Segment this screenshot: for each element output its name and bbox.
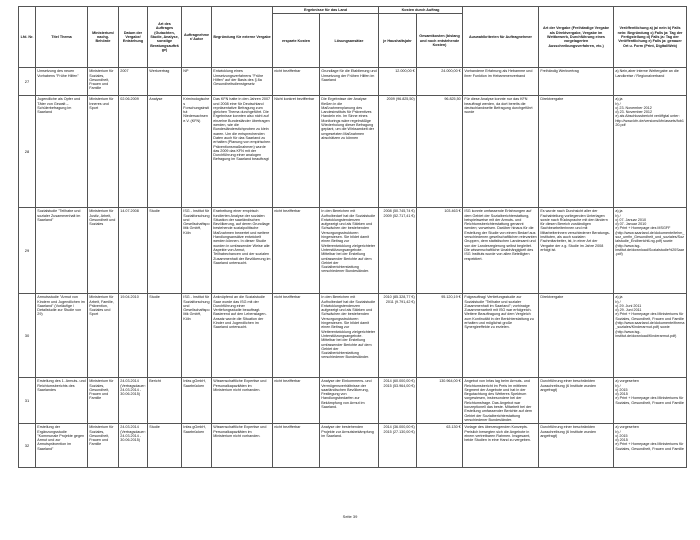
cell-gesamt: 95.120,19 € xyxy=(417,294,463,378)
cell-art: Werkvertrag xyxy=(148,68,182,96)
cell-begruendung: Entwicklung eines Umsetzungsverfahrens "Frühe Hilfen" auf der Basis des § 8a Gesundheitsdienstgesetz xyxy=(212,68,273,96)
cell-begruendung: Anknüpfend an die Sozialstudie Saar wurde das ISG mit der Durchführung einer Vertiefungsstudie beauftragt. Basierend auf den Lebenslagen-Ansatz wurde die Situation der Kinder und Jugendlichen im Saarland untersucht. xyxy=(212,294,273,378)
row-number: 28 xyxy=(19,96,36,208)
cell-art: Studie xyxy=(148,294,182,378)
cell-ersparte: nicht bezifferbar xyxy=(273,378,320,424)
cell-ersparte: nicht bezifferbar xyxy=(273,294,320,378)
header-lfd: Lfd. Nr. xyxy=(19,7,36,68)
cell-ministerium: Ministerium für Soziales, Gesundheit, Frauen und Familie xyxy=(88,68,119,96)
cell-datum: 02.06.2009 xyxy=(119,96,148,208)
header-loesung: Lösungsansätze xyxy=(320,14,379,68)
header-veroeff: Veröffentlichung a) ja/ nein b) Falls nein: Begründung c) Falls ja: Tag der Fertigstellung d) Falls ja: Tag der Veröffentlichung e) Falls ja: genauer Ort u. Form (Print, Digital/Web) xyxy=(614,7,687,68)
cell-titel: Erstellung des 1. Armuts- und Reichtumsberichts des Saarlandes xyxy=(36,378,88,424)
cell-artvergabe: Durchführung einer beschränkten Ausschreibung (6 Institute wurden angefragt) xyxy=(539,378,614,424)
cell-veroeff: a) ja b) / c) 07. Januar 2010 d) 07. Januar 2010 e) Print + Homepage des MSGFF (http://www.saarland.de/dokumente/tehm_soz_umfin_Gesundheit_und_soziales/Sozialstudie_EndberichtLng.pdf) sowie (http://www.isg-institut.de/download/Sozialstudie%20Saar.pdf) xyxy=(614,208,687,294)
cell-ersparte: nicht bezifferbar xyxy=(273,424,320,468)
cell-datum: 14.07.2008 xyxy=(119,208,148,294)
cell-loesung: Grundlage für die Etablierung und Umsetzung der Frühen Hilfen im Saarland xyxy=(320,68,379,96)
cell-artvergabe: Freihändig Werkvertrag xyxy=(539,68,614,96)
cell-begruendung: Wissenschaftliche Expertise und Personalkapazitäten im Ministerium nicht vorhanden. xyxy=(212,424,273,468)
cell-auswahl: Folgeauftrag/ Vertiefungsstudie zur Sozialstudie "Teilhabe und sozialer Zusammenhalt im Saarland"; vorhinaige Zusammenarbeit mit ISG war erfolgreich. Weitere Beauftragung auf dem Vergleich zum Kontinuität in der Berichterstattung zu erhalten und möglichst große Synergieeffekte zu erzielen. xyxy=(463,294,539,378)
cell-titel: Sozialstudie "Teilhabe und sozialer Zusammenhalt im Saarland" xyxy=(36,208,88,294)
cell-titel: Jugendliche als Opfer und Täter von Gewalt – Schülerbefragung im Saarland xyxy=(36,96,88,208)
cell-artvergabe: Durchführung einer beschränkten Ausschreibung (6 Institute wurden angefragt) xyxy=(539,424,614,468)
cell-loesung: Analyse der bestehenden Projekte zur Armutsbekämpfung im Saarland. xyxy=(320,424,379,468)
header-haushalt: je Haushaltsjahr xyxy=(379,14,417,68)
cell-veroeff: a) ja b) / c) 29. Juni 2011 d) 29. Juni 2011 e) Print + Homepage des Ministeriums für Soziales, Gesundheit, Frauen und Familie (http://www.saarland.de/dokumente/thema_soziales/Kinderarmut.pdf) sowie (http://www.isg-institut.de/download/Kinderarmut.pdf) xyxy=(614,294,687,378)
cell-auswahl: Für diese Analyse konnte nur das KFN beauftragt werden, da dort bereits die deutschlandweite Befragung durchgeführt wurde xyxy=(463,96,539,208)
cell-datum: 2007 xyxy=(119,68,148,96)
cell-begruendung: Das KFN hatte in den Jahren 2007 und 2008 eine für Deutschland repräsentative Befragung zum gleichen Thema durchgeführt. Die Ergebnisse konnten also nicht auf einzelne Bundesländer übertragen werden, wie die Bundesländerstichproben zu klein waren. Um die entsprechenden Daten auch für das Saarland zu erhalten (Planung von empirischen Präventionsmaßnahmen) wurde das 2009 das KFN mit der Durchführung einer analogen Befragung im Saarland beauftragt xyxy=(212,96,273,208)
cell-gesamt: 24.000,00 € xyxy=(417,68,463,96)
cell-haushalt: 2010 (85.328,77 €) 2011 (9.791,42 €) xyxy=(379,294,417,378)
cell-veroeff: a) ja b) / c) 23. November 2012 d) 23. November 2012 e) als Abschlussbericht veröffgtal unter: http://www.kfn.de/versions/kfn/assets/fob120.pdf xyxy=(614,96,687,208)
header-ergebnisse-group: Ergebnisse für das Land xyxy=(273,7,379,14)
row-number: 30 xyxy=(19,294,36,378)
cell-auftragnehmer: Infas gGmbH, Saarbrücken xyxy=(182,378,212,424)
header-auswahl: Auswahlkriterien für Auftragnehmer xyxy=(463,7,539,68)
cell-art: Analyse xyxy=(148,96,182,208)
table-row xyxy=(19,378,687,424)
row-number: 29 xyxy=(19,208,36,294)
cell-artvergabe: Es wurde nach Durchsicht aller der Fachabteilung vorliegenden Unterlagen sowie nach Rücksprache mit den ländern für diesen Bereich zuständigen Sachbearbeiterinnen und mit Mitarbeiterinnen verschiedener Beratungs-instituten, als auch sozialen Fachmitarbeiter, ist, in einer Art der Vergabe der z.g. Studie im Jahre 2008 erfolgt ist. xyxy=(539,208,614,294)
cell-art: Studie xyxy=(148,424,182,468)
cell-datum: 24.03.2014 (Vertragsdauer: 24.03.2014 - 30.06.2015) xyxy=(119,424,148,468)
cell-haushalt: 2014 (60.000,00 €) 2015 (53.964,00 €) xyxy=(379,378,417,424)
cell-auftragnehmer: ISG - Institut für Sozialforschung und Gesellschaftspolitik GmbH, Köln xyxy=(182,294,212,378)
table-row xyxy=(19,424,687,468)
cell-auswahl: Vorlage des überzeugenden Konzepts. Preislich bewegten sich die Angebote in einem vertretbaren Rahmen. Insgesamt, beide Studien in eine Hand zu vergeben. xyxy=(463,424,539,468)
cell-auswahl: Vorhandene Erfahrung als Hebamme und ihrer Funktion im Hebammenverband xyxy=(463,68,539,96)
cell-auftragnehmer: Infas gGmbH, Saarbrücken xyxy=(182,424,212,468)
cell-auswahl: ISG konnte umfassende Erfahrungen auf dem Gebiet der Sozialberichterstattung, beispielsweise mit der Armuts- und Reichtumsberichterstattung genannt werden; vorweisen. Darüber hinaus für die Erstellung der Studie von einem Bedarf aus verschiedenen gesellschaftlichen relevanten Gruppen, dem statistischen Landesamt und von der Landesregierung selbst begleitet. Die wissenschaftliche Unabhängigkeit des ISG Instituts wurde von allen Beteiligten respektiert. xyxy=(463,208,539,294)
cell-veroeff: a) vorgesehen b) / c) 2015 d) 2015 e) Print + Homepage des Ministeriums für Soziales, Gesundheit, Frauen und Familie xyxy=(614,378,687,424)
row-number: 27 xyxy=(19,68,36,96)
cell-gesamt: 130.964,00 € xyxy=(417,378,463,424)
cell-haushalt: 2014 (36.000,00 €) 2015 (27.130,00 €) xyxy=(379,424,417,468)
cell-datum: 24.03.2014 (Vertragsdauer: 24.03.2014 - 30.06.2015) xyxy=(119,378,148,424)
cell-ersparte: Nicht konkret bezifferbar xyxy=(273,96,320,208)
row-number: 31 xyxy=(19,378,36,424)
cell-haushalt: 2008 (50.745,74 €) 2009 (52.717,41 €) xyxy=(379,208,417,294)
cell-loesung: In den Bereichen mit Aufholbedarf hat die Sozialstudie Entwicklungstendenzen aufgezeigt und als Stärken und Schwächen der bestehenden Versorgungsstrukturen hingewiesen. Sie bildet damit einen Beitrag zur Weiterentwicklung zielgerichteter Unterstützungsangebote. Mittelbar bei der Erstellung umfassender Berichte auf dem Gebiet der Sozialberichterstattung verschiedener Bundesländer. xyxy=(320,208,379,294)
header-row-1 xyxy=(19,7,687,14)
header-gesamt: Gesamtkosten (bislang und noch entstehende Kosten) xyxy=(417,14,463,68)
header-ersparte: ersparte Kosten xyxy=(273,14,320,68)
cell-loesung: Analyse der Einkommens- und Vermögensverhältnisse der saarländischen Bevölkerung, Festlegung von Handlungsbedarfen zur Bekämpfung von Armut im Saarland. xyxy=(320,378,379,424)
cell-loesung: In den Bereichen mit Aufholbedarf hat die Sozialstudie Entwicklungstendenzen aufgezeigt und als Stärken und Schwächen der bestehenden Versorgungsstrukturen hingewiesen. Sie bildet damit einen Beitrag zur Weiterentwicklung zielgerichteter Unterstützungsangebote. Mittelbar bei der Erstellung umfassender Berichte auf dem Gebiet der Sozialberichterstattung verschiedener Bundesländer. xyxy=(320,294,379,378)
cell-veroeff: a) Nein,aber interne Weitergabe an die Landkreise / Regionalverband xyxy=(614,68,687,96)
cell-art: Studie xyxy=(148,208,182,294)
page-number: Seite 39 xyxy=(342,514,358,519)
header-art: Art des Auftrages (Gutachten, Studie, Analyse, sonstige Beratungsaufträge) xyxy=(148,7,182,68)
cell-ministerium: Ministerium für Justiz, Arbeit, Gesundheit und Soziales xyxy=(88,208,119,294)
cell-begruendung: Erarbeitung einer empirisch fundierten Analyse der sozialen Situation der saarländischen Bevölkerung, auf deren Grundlage bestehende sozialpolitische Maßnahmen bewertet und weitere Handlungsansätze entwickelt werden können. In dieser Studie wurden in umfassender Weise alle Aspekte von Armut, Teilhabechancen und der sozialen Zusammenhalt der Bevölkerung im Saarland untersucht. xyxy=(212,208,273,294)
header-begruendung: Begründung für externe Vergabe xyxy=(212,7,273,68)
header-auftragnehmer: Auftragnehmer/ Autor xyxy=(182,7,212,68)
cell-titel: Erstellung der Ergänzungsstudie "Kommunale Projekte gegen Armut und zur Armutsprävention im Saarland" xyxy=(36,424,88,468)
header-titel: Titel Thema xyxy=(36,7,88,68)
cell-ministerium: Ministerium für Soziales, Gesundheit, Frauen und Familie xyxy=(88,424,119,468)
cell-ministerium: Ministerium für Inneres und Sport xyxy=(88,96,119,208)
header-kosten-group: Kosten durch Auftrag xyxy=(379,7,463,14)
cell-artvergabe: Direktvergabe xyxy=(539,294,614,378)
cell-gesamt: 63.130 € xyxy=(417,424,463,468)
header-datum: Datum der Vergabe/ Entstehung xyxy=(119,7,148,68)
cell-loesung: Die Ergebnisse der Analyse fließen in die Maßnahmenplanung des Landesinstituts für Präventives Handeln ein. Im Sinne eines Monitorings wäre regelmäßige Wiederholung dieser Befragung geplant, um die Wirksamkeit der umgesetzten Maßnahmen abschätzen zu können xyxy=(320,96,379,208)
table-row xyxy=(19,68,687,96)
table-body xyxy=(19,68,687,468)
cell-artvergabe: Direktvergabe xyxy=(539,96,614,208)
table-row xyxy=(19,208,687,294)
cell-gesamt: 103.463 € xyxy=(417,208,463,294)
cell-begruendung: Wissenschaftliche Expertise und Personalkapazitäten im Ministerium nicht vorhanden. xyxy=(212,378,273,424)
cell-ersparte: nicht bezifferbar xyxy=(273,208,320,294)
table-row xyxy=(19,294,687,378)
cell-titel: Armutsstudie "Armut von Kindern und Jugendlichen im Saarland" (Vorläufige / Detailstudie zur Studie von 29) xyxy=(36,294,88,378)
cell-veroeff: a) vorgesehen b) / c) 2015 d) 2015 e) Print + Homepage des Ministeriums für Soziales, Gesundheit, Frauen und Familie xyxy=(614,424,687,468)
cell-ersparte: nicht bezifferbar xyxy=(273,68,320,96)
cell-auftragnehmer: ISG - Institut für Sozialforschung und Gesellschaftspolitik GmbH, Köln xyxy=(182,208,212,294)
cell-art: Bericht xyxy=(148,378,182,424)
cell-haushalt: 12.000,00 € xyxy=(379,68,417,96)
cell-auswahl: Angebot von Infas lag beim Armuts- und Reichtumsbericht im Preis im mittleren Segment der Angebote und hat in der Begutachtung des Weiteres Spektrum vorgewiesen, insbesondere bei der Reichtumsfrage. Das Angebot war konzeptionell das beste. Mitarbeit bei der Erstellung umfassender Berichte auf dem Gebiet der Sozialberichterstattung verschiedener Bundesländer. xyxy=(463,378,539,424)
cell-datum: 19.04.2010 xyxy=(119,294,148,378)
cell-gesamt: 96.825,50 xyxy=(417,96,463,208)
row-number: 32 xyxy=(19,424,36,468)
table-row xyxy=(19,96,687,208)
cell-haushalt: 2009 (96.825,50) xyxy=(379,96,417,208)
cell-ministerium: Ministerium für Arbeit, Familie, Prävention, Soziales und Sport xyxy=(88,294,119,378)
header-artvergabe: Art der Vergabe (Freihändige Vergabe als Direktvergabe, Vergabe im Wettbewerb, Durchführung eines vorgelagerten Ausschreibungsverfahren, etc.) xyxy=(539,7,614,68)
header-ministerium: Ministerium/ nachg. Behörde xyxy=(88,7,119,68)
cell-titel: Umsetzung des neuen Vorhabens "Frühe Hilfen" xyxy=(36,68,88,96)
cell-auftragnehmer: Kriminologisches Forschungsinstitut Niedersachsen e.V. (KFN) xyxy=(182,96,212,208)
contracts-table xyxy=(18,6,687,468)
cell-ministerium: Ministerium für Soziales, Gesundheit, Frauen und Familie xyxy=(88,378,119,424)
cell-auftragnehmer: NP xyxy=(182,68,212,96)
